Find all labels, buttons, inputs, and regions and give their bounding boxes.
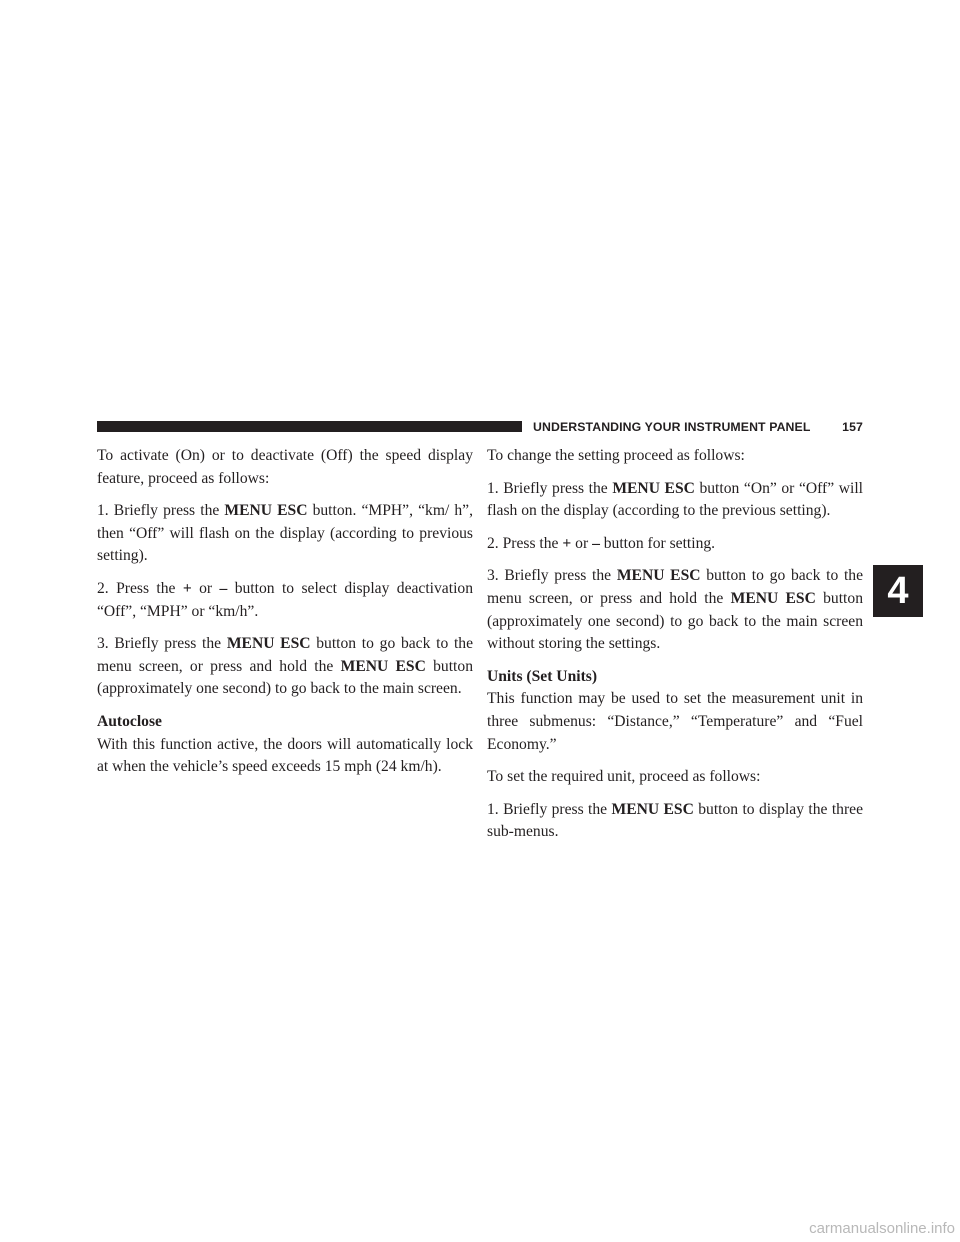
page-number: 157 [842,420,863,434]
step-2: 2. Press the + or – button to select display deactivation “Off”, “MPH” or “km/h”. [97,579,473,620]
intro-paragraph: To activate (On) or to deactivate (Off) the speed display feature, proceed as follows: [97,447,473,487]
minus-label: – [219,579,228,597]
menu-esc-label: MENU ESC [616,567,701,585]
plus-label: + [562,534,572,552]
menu-esc-label: MENU ESC [730,589,816,607]
header-rule [97,421,522,432]
minus-label: – [592,534,600,552]
plus-label: + [182,579,192,597]
autoclose-paragraph: With this function active, the doors will automatically lock at when the vehicle’s speed exceeds 15 mph (24 km/h). [97,735,473,776]
menu-esc-label: MENU ESC [611,800,694,818]
step-1: 1. Briefly press the MENU ESC button “On” or “Off” will flash on the display (according to the previous setting). [487,479,864,520]
chapter-tab: 4 [873,565,923,617]
units-paragraph: This function may be used to set the measurement unit in three submenus: “Distance,” “Temperature” and “Fuel Economy.” [487,690,863,753]
menu-esc-label: MENU ESC [224,502,308,520]
running-header [533,418,863,436]
step-1: 1. Briefly press the MENU ESC button. “MPH”, “km/ h”, then “Off” will flash on the display (according to previous setting). [97,502,473,565]
section-title: UNDERSTANDING YOUR INSTRUMENT PANEL [533,420,811,434]
autoclose-heading: Autoclose [97,712,162,730]
units-step-1: 1. Briefly press the MENU ESC button to display the three sub-menus. [487,800,864,841]
step-2: 2. Press the + or – button for setting. [487,534,716,552]
intro-paragraph: To change the setting proceed as follows: [487,447,745,464]
units-intro: To set the required unit, proceed as follows: [487,768,761,786]
right-column [487,445,863,854]
step-3: 3. Briefly press the MENU ESC button to go back to the menu screen, or press and hold the MENU ESC button (approximately one second) to go back to the main screen without storing the settings. [487,567,864,653]
menu-esc-label: MENU ESC [612,479,695,497]
step-3: 3. Briefly press the MENU ESC button to go back to the menu screen, or press and hold the MENU ESC button (approximately one second) to go back to the main screen. [97,635,474,698]
left-column [97,445,473,789]
watermark: carmanualsonline.info [809,1220,955,1237]
menu-esc-label: MENU ESC [340,657,426,675]
units-heading: Units (Set Units) [487,667,598,685]
menu-esc-label: MENU ESC [226,635,311,653]
